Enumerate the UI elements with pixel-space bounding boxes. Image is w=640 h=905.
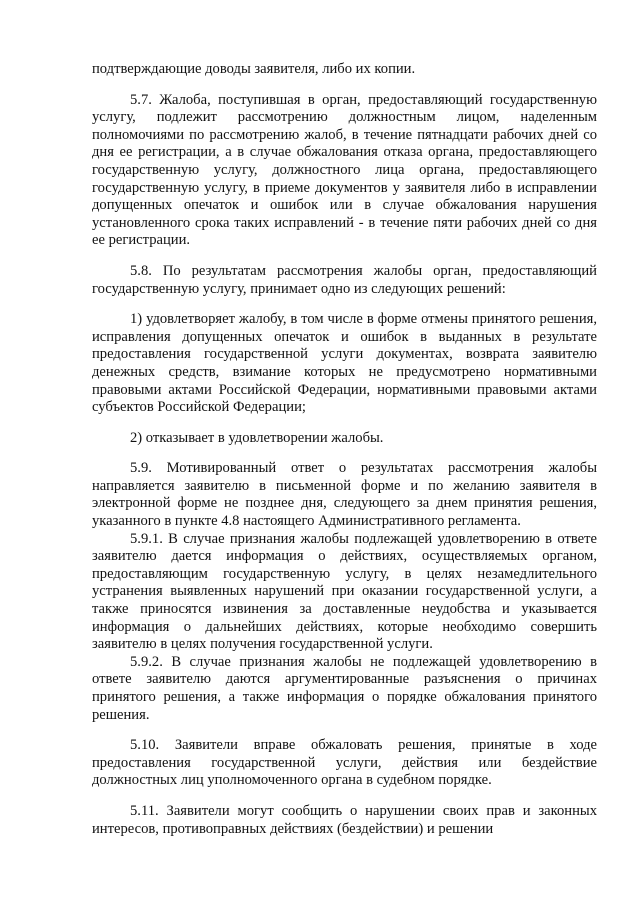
- paragraph-5-9-1: 5.9.1. В случае признания жалобы подлежащей удовлетворению в ответе заявителю дается информация о действиях, осуществляемых органом, предоставляющим государственную услугу, в целях незамедлительного устранения выявленных нарушений при оказании государственной услуги, а также приносятся извинения за доставленные неудобства и указывается информация о дальнейших действиях, которые необходимо совершить заявителю в целях получения государственной услуги.: [92, 530, 597, 653]
- paragraph-5-7: 5.7. Жалоба, поступившая в орган, предоставляющий государственную услугу, подлежит рассмотрению должностным лицом, наделенным полномочиями по рассмотрению жалоб, в течение пятнадцати рабочих дней со дня ее регистрации, а в случае обжалования отказа органа, предоставляющего государственную услугу, должностного лица органа, предоставляющего государственную услугу, в приеме документов у заявителя либо в исправлении допущенных опечаток и ошибок или в случае обжалования нарушения установленного срока таких исправлений - в течение пяти рабочих дней со дня ее регистрации.: [92, 91, 597, 249]
- document-body: [92, 61, 597, 838]
- paragraph-5-11: 5.11. Заявители могут сообщить о нарушении своих прав и законных интересов, противоправных действиях (бездействии) и решении: [92, 802, 597, 837]
- paragraph-5-8-item-2: 2) отказывает в удовлетворении жалобы.: [130, 429, 384, 446]
- paragraph-5-8-item-1: 1) удовлетворяет жалобу, в том числе в форме отмены принятого решения, исправления допущенных опечаток и ошибок в выданных в результате предоставления государственной услуги документах, возврата заявителю денежных средств, взимание которых не предусмотрено нормативными правовыми актами Российской Федерации, нормативными правовыми актами субъектов Российской Федерации;: [92, 311, 597, 416]
- paragraph-5-9: 5.9. Мотивированный ответ о результатах рассмотрения жалобы направляется заявителю в письменной форме и по желанию заявителя в электронной форме не позднее дня, следующего за днем принятия решения, указанного в пункте 4.8 настоящего Административного регламента.: [92, 460, 597, 530]
- paragraph-5-9-2: 5.9.2. В случае признания жалобы не подлежащей удовлетворению в ответе заявителю даются аргументированные разъяснения о причинах принятого решения, а также информация о порядке обжалования принятого решения.: [92, 653, 597, 723]
- paragraph-5-8: 5.8. По результатам рассмотрения жалобы орган, предоставляющий государственную услугу, принимает одно из следующих решений:: [92, 262, 597, 297]
- paragraph-5-10: 5.10. Заявители вправе обжаловать решения, принятые в ходе предоставления государственной услуги, действия или бездействие должностных лиц уполномоченного органа в судебном порядке.: [92, 737, 597, 789]
- paragraph-continuation: подтверждающие доводы заявителя, либо их копии.: [92, 61, 416, 77]
